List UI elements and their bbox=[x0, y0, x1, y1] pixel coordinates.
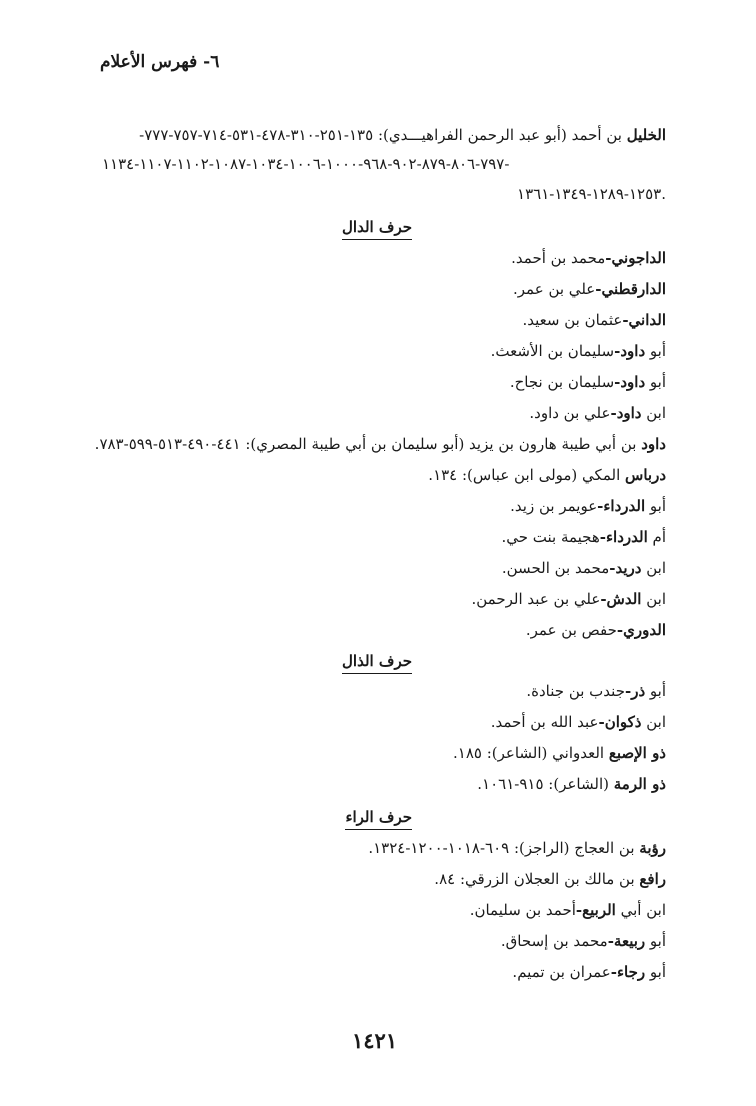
entry-name: ربيعة- bbox=[607, 932, 646, 950]
entry-text: عثمان بن سعيد. bbox=[522, 311, 623, 329]
section-heading-ra: حرف الراء bbox=[345, 806, 412, 830]
index-entry bbox=[529, 402, 666, 424]
entry-name: ذو الإصبع bbox=[608, 744, 666, 762]
entry-name: درباس bbox=[625, 466, 666, 484]
entry-text: محمد بن إسحاق. bbox=[500, 932, 608, 950]
entry-prefix: ابن أبي bbox=[615, 901, 666, 919]
entry-prefix: ابن bbox=[641, 590, 666, 608]
entry-name: ذر- bbox=[624, 682, 646, 700]
index-entry bbox=[512, 961, 666, 983]
entry-prefix: أبو bbox=[645, 342, 666, 360]
entry-name: داود- bbox=[614, 342, 646, 360]
index-entry bbox=[501, 526, 666, 548]
index-entry bbox=[472, 588, 667, 610]
entry-name: الخليل bbox=[626, 126, 666, 144]
index-entry bbox=[477, 773, 666, 795]
entry-text: علي بن عمر. bbox=[513, 280, 596, 298]
entry-text: سليمان بن نجاح. bbox=[509, 373, 615, 391]
index-entry bbox=[522, 309, 666, 331]
entry-text: عويمر بن زيد. bbox=[510, 497, 598, 515]
index-entry bbox=[368, 837, 666, 859]
entry-prefix: أبو bbox=[645, 963, 666, 981]
index-entry bbox=[511, 247, 666, 269]
index-entry bbox=[502, 557, 666, 579]
index-entry bbox=[470, 899, 666, 921]
entry-text: محمد بن الحسن. bbox=[501, 559, 610, 577]
index-entry bbox=[526, 619, 666, 641]
index-entry bbox=[491, 340, 666, 362]
entry-khalil-line-3 bbox=[517, 183, 666, 205]
entry-text: هجيمة بنت حي. bbox=[501, 528, 600, 546]
entry-name: الدوري- bbox=[616, 621, 666, 639]
index-entry bbox=[428, 464, 666, 486]
entry-text: المكي (مولى ابن عباس): ١٣٤. bbox=[428, 466, 626, 484]
entry-text: بن مالك بن العجلان الزرقي: ٨٤. bbox=[434, 870, 640, 888]
entry-name: ذو الرمة bbox=[613, 775, 666, 793]
index-entry bbox=[453, 742, 666, 764]
entry-text: علي بن داود. bbox=[529, 404, 611, 422]
entry-text: (الشاعر): ٩١٥-١٠٦١. bbox=[477, 775, 614, 793]
index-entry bbox=[434, 868, 666, 890]
entry-name: الدرداء- bbox=[599, 528, 648, 546]
entry-name: الداجوني- bbox=[605, 249, 666, 267]
entry-prefix: ابن bbox=[641, 713, 666, 731]
index-entry bbox=[526, 680, 666, 702]
entry-text: علي بن عبد الرحمن. bbox=[471, 590, 601, 608]
entry-khalil-line-1 bbox=[102, 124, 666, 146]
entry-text: بن أحمد (أبو عبد الرحمن الفراهيـــدي): ١٣٥-٢٥١-٣١٠-٤٧٨-٥٣١-٧١٤-٧٥٧-٧٧٧- bbox=[139, 126, 627, 144]
index-entry bbox=[513, 278, 666, 300]
entry-name: ذكوان- bbox=[598, 713, 642, 731]
entry-prefix: أبو bbox=[645, 682, 666, 700]
entry-name: الدش- bbox=[600, 590, 642, 608]
entry-name: دريد- bbox=[609, 559, 642, 577]
entry-text: بن العجاج (الراجز): ٦٠٩-١٠١٨-١٢٠٠-١٣٢٤. bbox=[368, 839, 640, 857]
entry-name: الربيع- bbox=[575, 901, 616, 919]
entry-name: داود- bbox=[614, 373, 646, 391]
index-entry bbox=[510, 495, 666, 517]
entry-prefix: أبو bbox=[645, 497, 666, 515]
entry-name: الدرداء- bbox=[597, 497, 646, 515]
entry-text: ١٢٥٣-١٢٨٩-١٣٤٩-١٣٦١. bbox=[517, 185, 666, 203]
entry-prefix: ابن bbox=[641, 404, 666, 422]
entry-name: رافع bbox=[639, 870, 666, 888]
entry-text: جندب بن جنادة. bbox=[526, 682, 625, 700]
entry-name: الدارقطني- bbox=[595, 280, 666, 298]
entry-prefix: أم bbox=[647, 528, 666, 546]
entry-text: ٧٩٧-٨٠٦-٨٧٩-٩٠٢-٩٦٨-١٠٠٠-١٠٠٦-١٠٣٤-١٠٨٧-١١٠٢-١١٠٧-١١٣٤- bbox=[102, 155, 510, 173]
entry-prefix: أبو bbox=[645, 932, 666, 950]
entry-prefix: أبو bbox=[645, 373, 666, 391]
index-entry bbox=[510, 371, 666, 393]
section-heading-dhal: حرف الذال bbox=[342, 650, 412, 674]
entry-text: العدواني (الشاعر): ١٨٥. bbox=[453, 744, 609, 762]
entry-name: داود- bbox=[610, 404, 642, 422]
entry-text: سليمان بن الأشعث. bbox=[490, 342, 615, 360]
entry-text: بن أبي طيبة هارون بن يزيد (أبو سليمان بن أبي طيبة المصري): ٤٤١-٤٩٠-٥١٣-٥٩٩-٧٨٣. bbox=[94, 435, 642, 453]
section-heading-dal: حرف الدال bbox=[342, 216, 412, 240]
entry-prefix: ابن bbox=[641, 559, 666, 577]
entry-text: عمران بن تميم. bbox=[512, 963, 611, 981]
entry-text: محمد بن أحمد. bbox=[511, 249, 606, 267]
index-entry bbox=[491, 711, 666, 733]
entry-name: داود bbox=[641, 435, 666, 453]
entry-name: رجاء- bbox=[610, 963, 646, 981]
entry-khalil-line-2 bbox=[102, 153, 666, 175]
entry-name: الداني- bbox=[622, 311, 666, 329]
page-number: ١٤٢١ bbox=[352, 1028, 398, 1053]
entry-text: حفص بن عمر. bbox=[525, 621, 617, 639]
entry-text: عبد الله بن أحمد. bbox=[490, 713, 599, 731]
entry-text: أحمد بن سليمان. bbox=[469, 901, 576, 919]
section-title: ٦- فهرس الأعلام bbox=[100, 52, 220, 72]
index-entry bbox=[501, 930, 666, 952]
index-entry bbox=[95, 433, 666, 455]
entry-name: رؤبة bbox=[639, 839, 666, 857]
